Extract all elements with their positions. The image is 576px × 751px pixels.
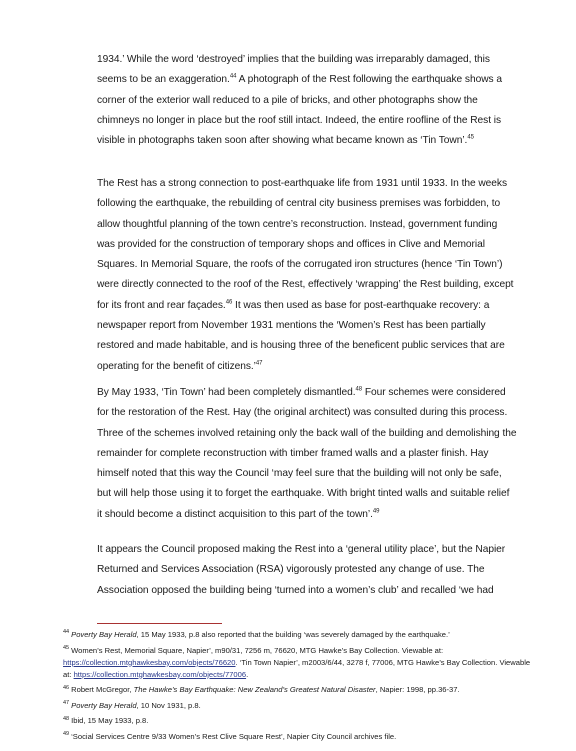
collection-link-77006[interactable]: https://collection.mtghawkesbay.com/objects/77006 (73, 669, 247, 679)
footnote-48: $^{48}$ Ibid, 15 May 1933, p.8. (63, 715, 149, 726)
footnote-47: $^{47}$ Poverty Bay Herald, 10 Nov 1931, p.8. (63, 700, 201, 710)
footnote-source-title: Poverty Bay Herald (71, 630, 137, 639)
paragraph-text: It appears the Council proposed making the Rest into a ‘general utility place’, but the Napier Returned and Services Association (RSA) vigorously protested any change of use. The Association opposed the building being ‘turned into a women’s club’ and recalled ‘we had (97, 544, 506, 596)
footnote-text: , 10 Nov 1931, p.8. (136, 700, 201, 710)
paragraph-4 (97, 540, 517, 601)
footnote-author: Robert McGregor, (71, 685, 134, 695)
footnote-45: $^{45}$ Women’s Rest, Memorial Square, Napier’, m90/31, 7256 m, 76620, MTG Hawke’s Bay Collection. Viewable at: https://collection.mtghawkesbay.com/objects/76620. ‘Tin Town Napier’, m2003/6/44, 3278 f, 77006, MTG Hawke’s Bay Collection. Viewable at: https://collection.mtghawkesbay.com/objects/77006. (63, 645, 531, 679)
footnote-text: ‘Social Services Centre 9/33 Women’s Rest Clive Square Rest’, Napier City Council archives file. (71, 731, 397, 741)
footnote-ref: 49 (372, 508, 380, 515)
paragraph-text: The Rest has a strong connection to post-earthquake life from 1931 until 1933. In the weeks following the earthquake, the rebuilding of central city business premises was forbidden, to allow thoughtful planning of the town centre’s reconstruction. Instead, government funding was provided for the construction of temporary shops and offices in Clive and Memorial Squares. In Memorial Square, the roofs of the corrugated iron structures (hence ‘Tin Town’) were directly connected to the roof of the Rest, effectively ‘wrapping’ the Rest building, except for its front and rear façades. (97, 178, 514, 311)
footnote-text: Ibid, 15 May 1933, p.8. (71, 716, 149, 726)
footnote-text: Women’s Rest, Memorial Square, Napier’, m90/31, 7256 m, 76620, MTG Hawke’s Bay Collection. Viewable at: (71, 645, 444, 655)
footnote-ref: 47 (255, 360, 263, 367)
footnote-separator (97, 623, 222, 624)
paragraph-text: By May 1933, ‘Tin Town’ had been completely dismantled. (97, 387, 356, 398)
paragraph-text: It was then used as base for post-earthquake recovery: a newspaper report from November 1931 mentions the ‘Women’s Rest has been partially restored and made habitable, and is housing three of the beneficent public services that are operating for the benefit of citizens.’ (97, 299, 505, 372)
collection-link-76620[interactable]: https://collection.mtghawkesbay.com/objects/76620 (63, 657, 236, 667)
footnote-text: , Napier: 1998, pp.36-37. (375, 685, 460, 695)
footnote-text: . ‘Tin Town Napier’, m2003/6/44, 3278 f, 77006, MTG Hawke’s Bay Collection. Viewable at: (63, 657, 531, 679)
paragraph-3 (97, 383, 517, 525)
paragraph-2 (97, 174, 517, 377)
paragraph-text: 1934.’ While the word ‘destroyed’ implies that the building was irreparably damaged, this seems to be an exaggeration. (97, 54, 490, 86)
footnote-46: $^{46}$ Robert McGregor, The Hawke’s Bay Earthquake: New Zealand’s Greatest Natural Disaster, Napier: 1998, pp.36-37. (63, 684, 460, 695)
footnote-44: $^{44}$ Poverty Bay Herald, 15 May 1933, p.8 also reported that the building ‘was severely damaged by the earthquake.’ (63, 629, 450, 639)
footnote-source-title: Poverty Bay Herald (71, 700, 137, 710)
footnote-text: , 15 May 1933, p.8 also reported that the building ‘was severely damaged by the earthquake.’ (136, 630, 450, 639)
footnote-ref: 46 (225, 299, 233, 306)
paragraph-text: A photograph of the Rest following the earthquake shows a corner of the exterior wall reduced to a pile of bricks, and other photographs show the chimneys no longer in place but the roof still intact. Indeed, the entire roofline of the Rest is visible in photographs taken soon after showing what became known as ‘Tin Town’. (97, 74, 502, 147)
footnotes (63, 629, 533, 747)
footnote-ref: 45 (467, 134, 474, 141)
footnote-source-title: The Hawke’s Bay Earthquake: New Zealand’s Greatest Natural Disaster (133, 685, 376, 695)
footnote-ref: 44 (229, 73, 237, 80)
paragraph-text: Four schemes were considered for the restoration of the Rest. Hay (the original architect) was consulted during this process. Three of the schemes involved retaining only the back wall of the building and demolishing the remainder for complete reconstruction with timber framed walls and a plaster finish. Hay himself noted that this way the Council ‘may feel sure that the building will not only be safe, but will help those using it to forget the earthquake. With bright tinted walls and suitable relief it should become a distinct acquisition to this part of the town’. (97, 387, 517, 520)
footnote-ref: 48 (355, 386, 363, 393)
footnote-text: . (246, 669, 249, 679)
paragraph-1 (97, 50, 517, 151)
footnote-49: $^{49}$ ‘Social Services Centre 9/33 Women’s Rest Clive Square Rest’, Napier City Council archives file. (63, 731, 397, 741)
